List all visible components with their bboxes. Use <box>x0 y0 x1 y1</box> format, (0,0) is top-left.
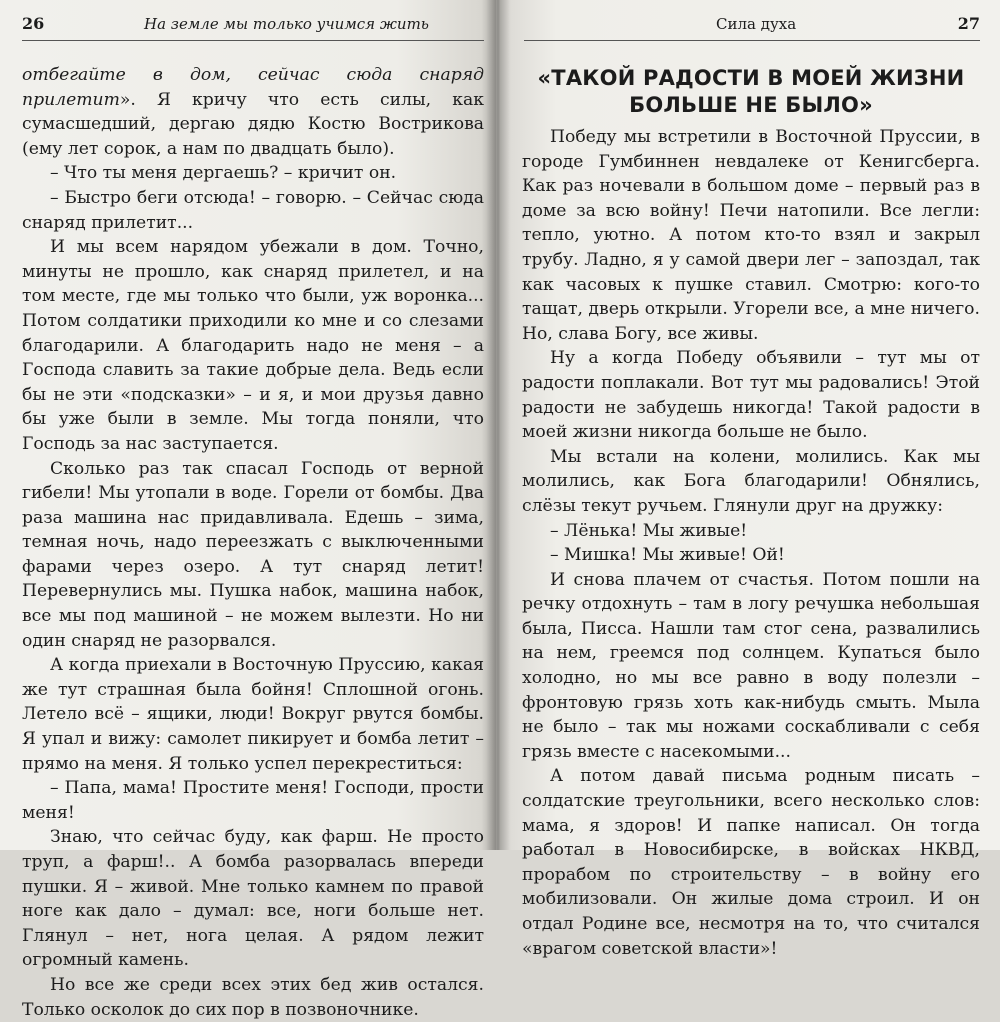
right-page <box>496 0 1000 959</box>
left-paragraph: – Что ты меня дергаешь? – кричит он. <box>50 163 397 184</box>
left-paragraph: Знаю, что сейчас буду, как фарш. Не просто труп, а фарш!.. А бомба разорвалась впереди пушки. Я – живой. Мне только камнем по правой ноге как дало – думал: все, ноги больше нет. Глянул – нет, нога целая. А рядом лежит огромный камень. <box>22 827 484 971</box>
right-running-head <box>524 0 980 41</box>
left-paragraph: А когда приехали в Восточную Пруссию, какая же тут страшная была бойня! Сплошной огонь. Летело всё – ящики, люди! Вокруг рвутся бомбы. Я упал и вижу: самолет пикирует и бомба летит – прямо на меня. Я только успел перекреститься: <box>22 655 484 774</box>
right-paragraph: Победу мы встретили в Восточной Пруссии, в городе Гумбиннен невдалеке от Кенигсберга. Как раз ночевали в большом доме – первый раз в доме за всю войну! Печи натопили. Все легли: тепло, уютно. А потом кто-то взял и закрыл трубу. Ладно, я у самой двери лег – запоздал, так как часовых к пушке ставил. Смотрю: кого-то тащат, дверь открыли. Угорели все, а мне ничего. Но, слава Богу, все живы. <box>522 127 980 344</box>
right-paragraph: – Лёнька! Мы живые! <box>550 520 748 541</box>
left-running-head <box>22 0 484 41</box>
right-paragraph: Ну а когда Победу объявили – тут мы от радости поплакали. Вот тут мы радовались! Этой радости не забудешь никогда! Такой радости в моей жизни никогда больше не было. <box>522 348 980 443</box>
left-running-head-title: На земле мы только учимся жить <box>144 15 429 33</box>
left-paragraph-rest: ». Я кричу что есть силы, как сумасшедший, дергаю дядю Костю Вострикова (ему лет сорок, а нам по двадцать было). <box>22 89 484 159</box>
right-page-number: 27 <box>957 14 980 33</box>
right-paragraph: – Мишка! Мы живые! Ой! <box>550 545 785 566</box>
right-paragraph: И снова плачем от счастья. Потом пошли на речку отдохнуть – там в логу речушка небольшая была, Писса. Нашли там стог сена, развалились на нем, греемся под солнцем. Купаться было холодно, но мы все равно в воду полезли – фронтовую грязь хоть как-нибудь смыть. Мыла не было – так мы ножами соскабливали с себя грязь вместе с насекомыми... <box>522 569 980 762</box>
left-page-number: 26 <box>22 14 45 33</box>
left-paragraph: – Папа, мама! Простите меня! Господи, прости меня! <box>22 778 484 823</box>
left-paragraph: отбегайте в дом, сейчас сюда снаряд прилетит». Я кричу что есть силы, как сумасшедший, дергаю дядю Костю Вострикова (ему лет сорок, а нам по двадцать было). <box>22 65 484 159</box>
right-paragraph: Мы встали на колени, молились. Как мы молились, как Бога благодарили! Обнялись, слёзы текут ручьем. Глянули друг на дружку: <box>522 446 980 516</box>
left-paragraph: Но все же среди всех этих бед жив остался. Только осколок до сих пор в позвоночнике. <box>22 974 484 1020</box>
left-paragraph: И мы всем нарядом убежали в дом. Точно, минуты не прошло, как снаряд прилетел, и на том месте, где мы только что были, уж воронка... Потом солдатики приходили ко мне и со слезами благодарили. А благодарить надо не меня – а Господа славить за такие добрые дела. Ведь если бы не эти «подсказки» – и я, и мои друзья давно бы уже были в земле. Мы тогда поняли, что Господь за нас заступается. <box>22 237 484 454</box>
left-paragraph: Сколько раз так спасал Господь от верной гибели! Мы утопали в воде. Горели от бомбы. Два раза машина нас придавливала. Едешь – зима, темная ночь, надо переезжать с выключенными фарами через озеро. А тут снаряд летит! Перевернулись мы. Пушка набок, машина набок, все мы под машиной – не можем вылезти. Но ни один снаряд не разорвался. <box>22 458 484 651</box>
right-paragraph: А потом давай письма родным писать – солдатские треугольники, всего несколько слов: мама, я здоров! И папке написал. Он тогда работал в Новосибирске, в войсках НКВД, прорабом по строительству – в войну его мобилизовали. Он жилые дома строил. И он отдал Родине все, несмотря на то, что считался «врагом советской власти»! <box>522 766 980 959</box>
right-body-text <box>522 125 980 961</box>
left-body-text <box>22 63 484 1022</box>
right-running-head-title: Сила духа <box>716 15 797 33</box>
left-page <box>0 0 496 1020</box>
chapter-title: «ТАКОЙ РАДОСТИ В МОЕЙ ЖИЗНИ БОЛЬШЕ НЕ БЫЛО» <box>537 66 965 117</box>
left-paragraph: – Быстро беги отсюда! – говорю. – Сейчас сюда снаряд прилетит... <box>22 187 484 233</box>
